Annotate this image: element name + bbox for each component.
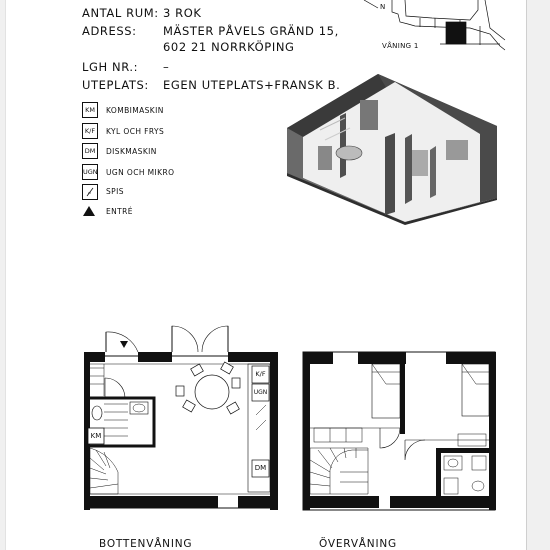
legend-ugn-symbol: UGN	[82, 164, 98, 180]
info-label-apartment: LGH NR.:	[82, 60, 139, 74]
key-map	[364, 0, 505, 50]
upper-stairs	[310, 448, 368, 494]
info-value-address: MÄSTER PÅVELS GRÄND 15,	[163, 24, 339, 38]
legend-kf-symbol: K/F	[82, 123, 98, 139]
keymap-floor-label: VÅNING 1	[382, 42, 419, 50]
legend-kf-label: KYL OCH FRYS	[106, 127, 165, 136]
info-value-patio: EGEN UTEPLATS+FRANSK B.	[163, 78, 341, 92]
ground-floor-plan	[84, 326, 278, 510]
legend-km-symbol: KM	[82, 102, 98, 118]
legend-dm-label: DISKMASKIN	[106, 147, 157, 156]
plan-mark-kf: K/F	[255, 370, 266, 378]
legend-km-label: KOMBIMASKIN	[106, 106, 164, 115]
entrance-marker-icon	[120, 341, 128, 348]
info-value-apartment: –	[163, 60, 170, 74]
plan-mark-km: KM	[90, 432, 102, 440]
legend-entrance-label: ENTRÉ	[106, 207, 133, 216]
legend-dm-symbol: DM	[82, 143, 98, 159]
ground-floor-label: BOTTENVÅNING	[99, 538, 193, 550]
info-value-rooms: 3 ROK	[163, 6, 202, 20]
info-label-rooms: ANTAL RUM:	[82, 6, 159, 20]
upper-floor-plan	[303, 352, 496, 510]
isometric-render	[287, 74, 497, 225]
plan-mark-dm: DM	[254, 464, 267, 472]
legend-ugn-label: UGN OCH MIKRO	[106, 168, 175, 177]
plan-mark-ugn: UGN	[253, 389, 268, 396]
dining-table	[176, 362, 240, 414]
info-label-patio: UTEPLATS:	[82, 78, 149, 92]
info-label-address: ADRESS:	[82, 24, 137, 38]
ground-stairs	[90, 448, 118, 494]
legend-stove-label: SPIS	[106, 187, 124, 196]
north-label: N	[380, 3, 386, 11]
info-value-postal: 602 21 NORRKÖPING	[163, 40, 295, 54]
keymap-apartment-marker	[446, 22, 466, 44]
upper-floor-label: ÖVERVÅNING	[319, 538, 397, 550]
